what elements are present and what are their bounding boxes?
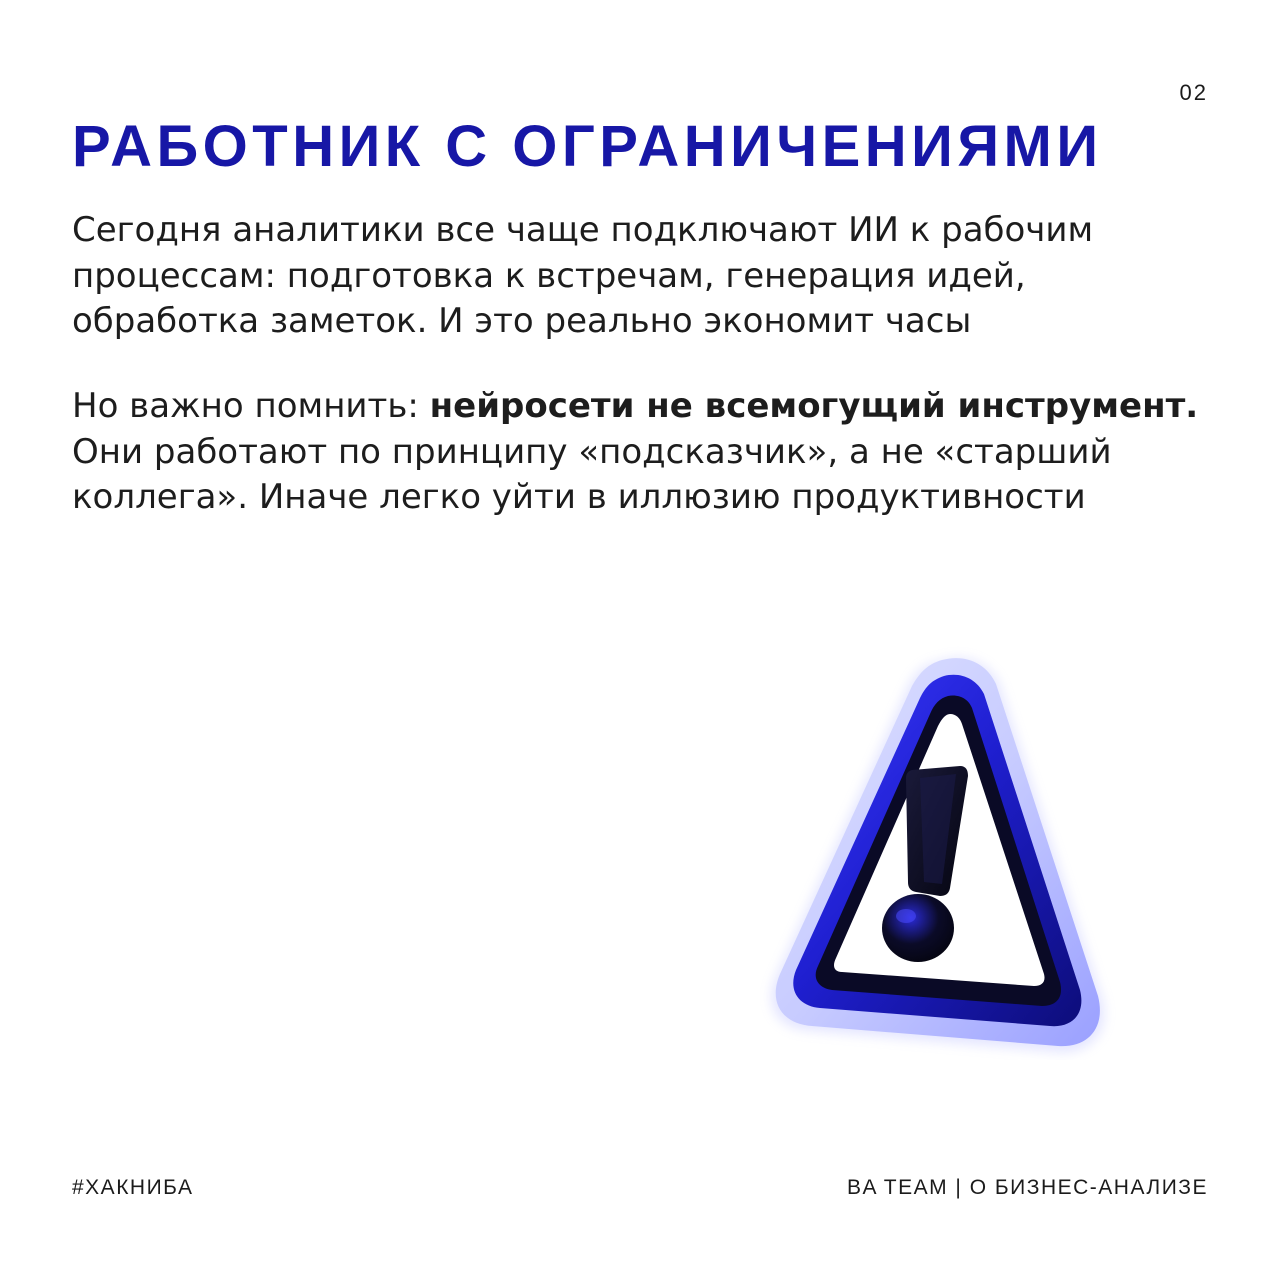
intro-paragraph: Сегодня аналитики все чаще подключают ИИ к рабочим процессам: подготовка к встречам, генерация идей, обработка заметок. И это реально экономит часы xyxy=(72,210,1094,341)
note-bold-text: нейросети не всемогущий инструмент. xyxy=(429,386,1199,426)
note-lead-text: Но важно помнить: xyxy=(72,386,430,426)
warning-triangle-svg xyxy=(760,640,1120,1060)
exclamation-dot xyxy=(882,894,954,962)
exclamation-dot-shine xyxy=(896,909,916,923)
warning-triangle-icon xyxy=(760,640,1120,1060)
page-title: РАБОТНИК С ОГРАНИЧЕНИЯМИ xyxy=(72,114,1103,179)
note-paragraph xyxy=(72,384,1212,521)
brand-label: BA TEAM | О БИЗНЕС-АНАЛИЗЕ xyxy=(846,1176,1208,1199)
hashtag-label: #ХАКНИБА xyxy=(72,1176,194,1199)
page-number: 02 xyxy=(1179,80,1208,105)
note-rest-text: Они работают по принципу «подсказчик», а не «старший коллега». Иначе легко уйти в иллюзию продуктивности xyxy=(72,431,1112,517)
